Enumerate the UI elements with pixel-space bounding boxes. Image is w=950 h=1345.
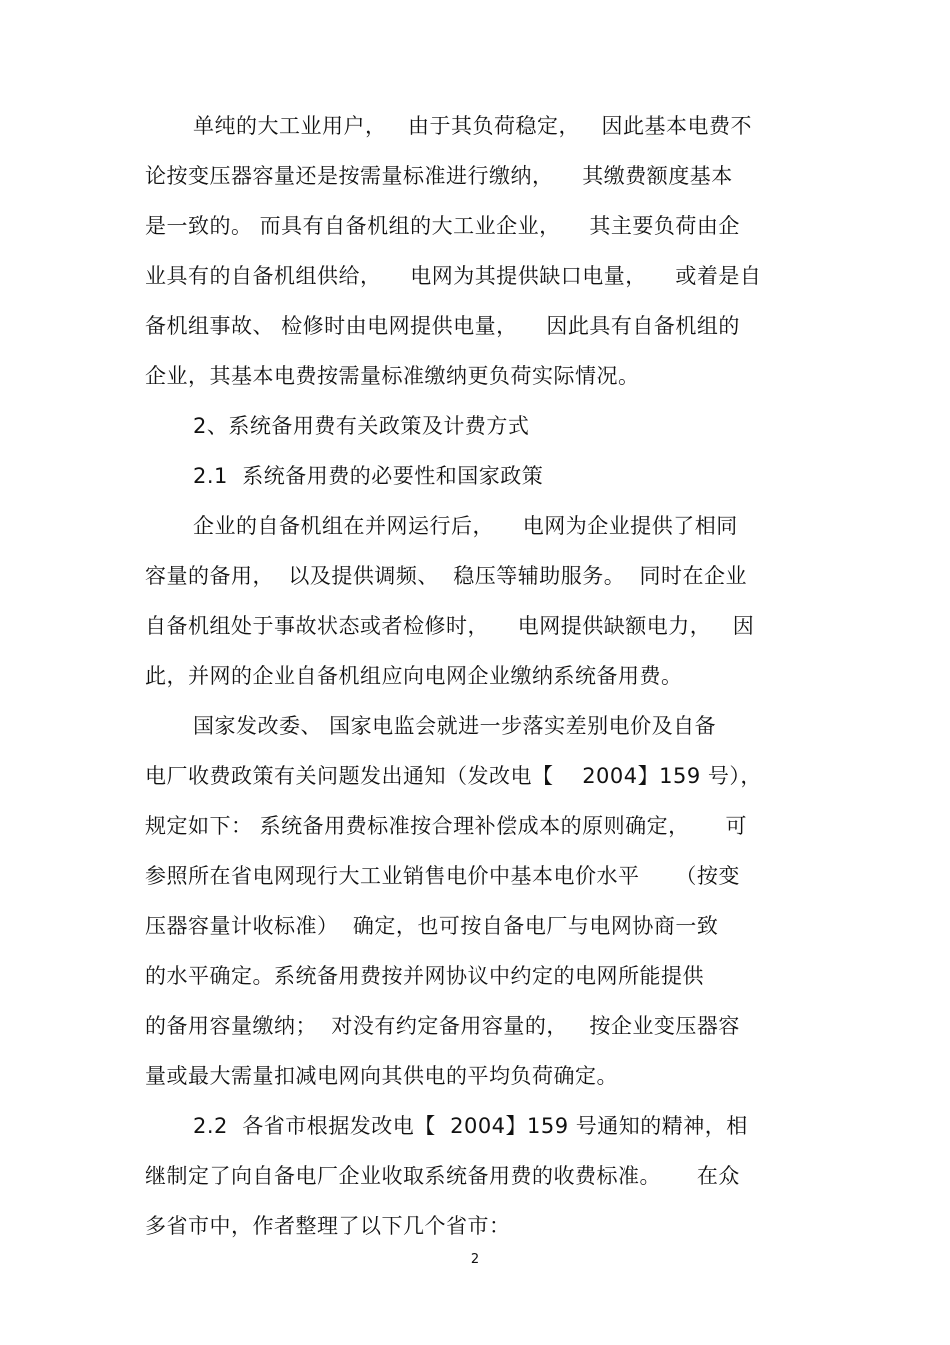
paragraph-line: 国家发改委、 国家电监会就进一步落实差别电价及自备 [193,714,717,738]
paragraph-line: 电厂收费政策有关问题发出通知（发改电【 2004】159 号）， [145,764,762,788]
paragraph-line: 的水平确定。系统备用费按并网协议中约定的电网所能提供 [145,964,704,988]
paragraph-line: 自备机组处于事故状态或者检修时， 电网提供缺额电力， 因 [145,614,755,638]
paragraph-line: 压器容量计收标准） 确定，也可按自备电厂与电网协商一致 [145,914,719,938]
subsection-heading: 2.1 系统备用费的必要性和国家政策 [193,464,544,488]
section-heading: 2、系统备用费有关政策及计费方式 [193,414,530,438]
paragraph-line: 容量的备用， 以及提供调频、 稳压等辅助服务。 同时在企业 [145,564,748,588]
paragraph-line: 继制定了向自备电厂企业收取系统备用费的收费标准。 在众 [145,1164,740,1188]
paragraph-line: 企业的自备机组在并网运行后， 电网为企业提供了相同 [193,514,738,538]
paragraph-line: 量或最大需量扣减电网向其供电的平均负荷确定。 [145,1064,618,1088]
paragraph-line: 此，并网的企业自备机组应向电网企业缴纳系统备用费。 [145,664,683,688]
paragraph-line: 规定如下： 系统备用费标准按合理补偿成本的原则确定， 可 [145,814,748,838]
paragraph-line: 是一致的。 而具有自备机组的大工业企业， 其主要负荷由企 [145,214,740,238]
paragraph-line: 企业，其基本电费按需量标准缴纳更负荷实际情况。 [145,364,640,388]
paragraph-line: 论按变压器容量还是按需量标准进行缴纳， 其缴费额度基本 [145,164,733,188]
paragraph-line: 参照所在省电网现行大工业销售电价中基本电价水平 （按变 [145,864,740,888]
paragraph-line: 多省市中，作者整理了以下几个省市： [145,1214,511,1238]
paragraph-line: 2.2 各省市根据发改电【 2004】159 号通知的精神，相 [193,1114,748,1138]
paragraph-line: 业具有的自备机组供给， 电网为其提供缺口电量， 或着是自 [145,264,762,288]
page-number: 2 [470,1252,480,1267]
paragraph-line: 的备用容量缴纳； 对没有约定备用容量的， 按企业变压器容 [145,1014,740,1038]
paragraph-line: 单纯的大工业用户， 由于其负荷稳定， 因此基本电费不 [193,114,753,138]
paragraph-line: 备机组事故、 检修时由电网提供电量， 因此具有自备机组的 [145,314,740,338]
